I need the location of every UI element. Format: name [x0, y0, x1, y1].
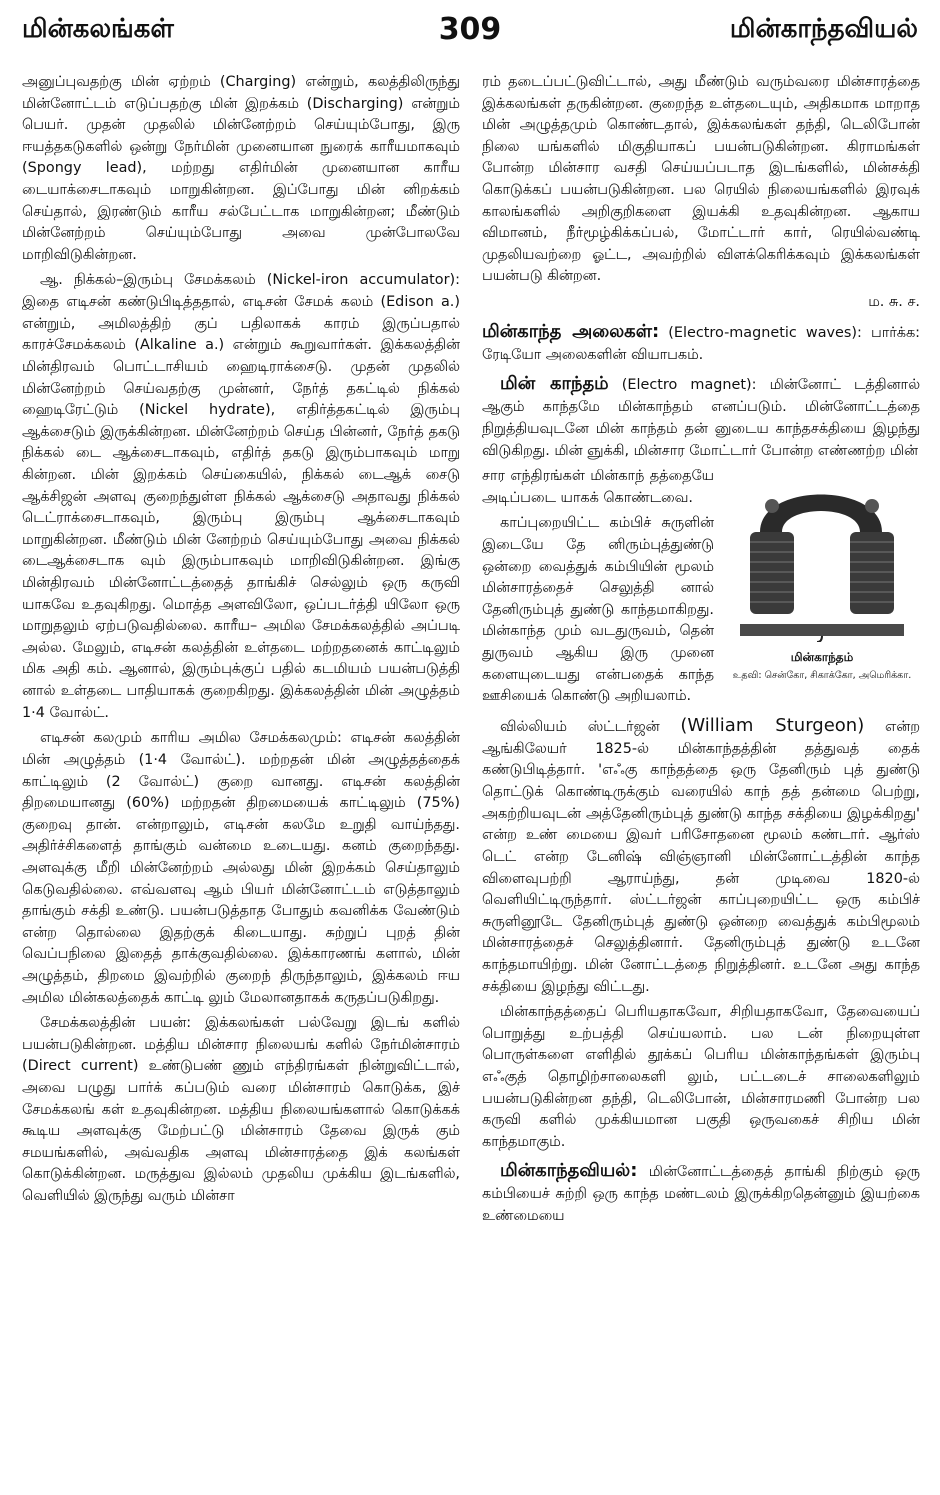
electromagnet-figure — [724, 472, 920, 683]
right-column — [482, 72, 920, 1232]
entry-electromagnet — [482, 370, 920, 462]
figure-credit: உதவி: சென்கோ, சிகாக்கோ, அமெரிக்கா. — [732, 670, 912, 682]
page-number: 309 — [438, 12, 502, 47]
entry-electromagnetism — [482, 1157, 920, 1227]
paragraph: சேமக்கலத்தின் பயன்: இக்கலங்கள் பல்வேறு இடங் களில் பயன்படுகின்றன. மத்திய மின்சார நிலையங் களில் நேர்மின்சாரம் (Direct current) உண்டுபண் ணும் எந்திரங்கள் நின்றுவிட்டால், அவை பழுது பார்க் கப்படும் வரை மின்சாரம் கொடுக்க, இச் சேமக்கலங் கள் உதவுகின்றன. மத்திய நிலையங்களால் கொடுக்கக் கூடிய அளவுக்கு மேற்பட்டு மின்சாரம் தேவை இருக் கும் சமயங்களில், அவ்வதிக அளவு மின்சாரத்தை இக் கலங்கள் கொடுக்கின்றன. மருத்துவ இல்லம் முதலிய முக்கிய இடங்களில், வெளியில் இருந்து வரும் மின்சா — [22, 1015, 460, 1205]
entry-electromagnetic-waves — [482, 318, 920, 367]
running-head-left: மின்கலங்கள் — [22, 14, 174, 44]
paragraph: அனுப்புவதற்கு மின் ஏற்றம் (Charging) என்றும், கலத்திலிருந்து மின்னோட்டம் எடுப்பதற்கு மின் இறக்கம் (Discharging) என்றும் பெயர். முதன் முதலில் மின்னேற்றம் செய்யும்போது, இரு ஈயத்தகடுகளில் ஒன்று நேர்மின் முனையான நுரைக் காரீயமாகவும் (Spongy lead), மற்றது எதிர்மின் முனையான காரீய டையாக்சைடாகவும் மாறுகின்றன. இப்போது மின் னிறக்கம் செய்தால், இரண்டும் காரீய சல்பேட்டாக மாறுகின்றன; மீண்டும் மின்னேற்றம் செய்யும்போது அவை முன்போலவே மாறிவிடுகின்றன. — [22, 74, 460, 263]
paragraph: சார எந்திரங்கள் மின்காந் தத்தையே அடிப்படை யாகக் கொண்டவை. — [482, 468, 714, 506]
entry-text: (Electro-magnetic waves): பார்க்க: ரேடியோ அலைகளின் வியாபகம். — [482, 324, 920, 363]
entry-heading: மின்காந்த அலைகள்: — [482, 320, 660, 342]
page-header — [0, 0, 940, 52]
electromagnet-illustration — [732, 472, 912, 642]
entry-heading: மின் காந்தம் — [500, 373, 609, 395]
paragraph: ஆ. நிக்கல்–இரும்பு சேமக்கலம் (Nickel-iron accumulator): இதை எடிசன் கண்டுபிடித்ததால், எடிசன் சேமக் கலம் (Edison a.) என்றும், அமிலத்திற் குப் பதிலாகக் காரம் இருப்பதால் காரச்சேமக்கலம் (Alkaline a.) என்றும் கூறுவார்கள். இக்கலத்தின் மின்திரவம் பொட்டாசியம் ஹைடிராக்சைடு. முதன் முதலில் மின்னேற்றம் செய்வதற்கு முன்னர், நேர்த் தகட்டில் நிக்கல் ஹைடிரேட்டும் (Nickel hydrate), எதிர்த்தகட்டில் இரும்பு ஆக்சைடும் இருக்கின்றன. மின்னேற்றம் செய்த பின்னர், நேர்த் தகடு நிக்கல் டை ஆக்சைடாகவும், எதிர்த் தகடு இரும்பாகவும் மாறு கின்றன. மின் இறக்கம் செய்கையில், நிக்கல் டைஆக் சைடு ஆக்சிஜன் அளவு குறைந்துள்ள நிக்கல் ஆக்சைடு அதாவது நிக்கல் டெட்ராக்சைடாகவும், இரும்பு இரும்பு ஆக்சைடாகவும் மாறுகின்றன. மீண்டும் மின் னேற்றம் செய்யும்போது அவை நிக்கல் டைஆக்சைடாக வும் இரும்பாகவும் மாறிவிடுகின்றன. இங்கு மின்திரவம் மின்னோட்டத்தைத் தாங்கிச் செல்லும் ஒரு கருவி யாகவே உதவுகிறது. மொத்த அளவிலோ, ஒப்படர்த்தி யிலோ ஒரு மாறுதலும் ஏற்படுவதில்லை. காரீய– அமில சேமக்கலத்தில் அப்படி அல்ல. மேலும், எடிசன் கலத்தின் உள்தடை மற்றதனைக் காட்டிலும் மிக அதி கம். ஆனால், இரும்புக்குப் பதில் கடமியம் பயன்படுத்தி னால் உள்தடை பாதியாகக் குறைகிறது. இக்கலத்தின் மின் அழுத்தம் 1·4 வோல்ட். — [22, 272, 460, 721]
person-name-tamil: வில்லியம் ஸ்ட்டர்ஜன் — [500, 718, 660, 735]
paragraph: காப்புறையிட்ட கம்பிச் சுருளின் இடையே தே னிரும்புத்துண்டு ஒன்றை வைத்துக் கம்பியின் மூலம் மின்சாரத்தைச் செலுத்தி னால் தேனிரும்புத் துண்டு காந்தமாகிறது. மின்காந்த மும் வடதுருவம், தென் துருவம் ஆகிய இரு முனை களையுடையது என்பதைக் காந்த ஊசியைக் கொண்டு அறியலாம். — [482, 515, 714, 705]
paragraph: மின்காந்தத்தைப் பெரியதாகவோ, சிறியதாகவோ, தேவையைப் பொறுத்து உற்பத்தி செய்யலாம். பல டன் நிறையுள்ள பொருள்களை எளிதில் தூக்கப் பெரிய மின்காந்தங்கள் இரும்பு எஃகுத் தொழிற்சாலைகளி லும், பட்டடைச் சாலைகளிலும் பயன்படுகின்றன தந்தி, டெலிபோன், மின்சாரமணி போன்ற பல கருவி களில் முக்கியமான பகுதி ஒருவகைச் சிறிய மின் காந்தமாகும். — [482, 1004, 920, 1150]
entry-heading: மின்காந்தவியல்: — [500, 1160, 638, 1182]
paragraph: எடிசன் கலமும் காரிய அமில சேமக்கலமும்: எடிசன் கலத்தின் மின் அழுத்தம் (1·4 வோல்ட்). மற்றதன் மின் அழுத்தத்தைக் காட்டிலும் (2 வோல்ட்) குறை வானது. எடிசன் கலத்தின் திறமையானது (60%) மற்றதன் திறமையைக் காட்டிலும் (75%) குறைவு தான். என்றாலும், எடிசன் கலமே உறுதி வாய்ந்தது. அதிர்ச்சிகளைத் தாங்கும் வன்மை உடையது. கனம் குறைந்தது. அளவுக்கு மீறி மின்னேற்றம் அல்லது மின் இறக்கம் செய்தாலும் கெடுவதில்லை. எவ்வளவு ஆம் பியர் மின்னோட்டம் எடுத்தாலும் தாங்கும் சக்தி உண்டு. பயன்படுத்தாத போதும் கவனிக்க வேண்டும் என்ற தொல்லை இதற்குக் கிடையாது. சுற்றுப் புறத் தின் வெப்பநிலை இதைத் தாக்குவதில்லை. இக்காரணங் களால், மின் அழுத்தம், திறமை இவற்றில் குறைந் திருந்தாலும், இக்கலம் ஈய அமில மின்கலத்தைக் காட்டி லும் மேலானதாகக் கருதப்படுகிறது. — [22, 730, 460, 1006]
figure-caption: மின்காந்தம் — [790, 650, 854, 665]
author-initials: ம. சு. ச. — [868, 294, 920, 311]
entry-text: (Electro magnet): மின்னோட் டத்தினால் ஆகும் காந்தமே மின்காந்தம் எனப்படும். மின்னோட்டத்தை நிறுத்தியவுடனே மின் காந்தம் தன் னுடைய காந்தசக்தியை இழந்து விடுகிறது. மின் ஞுக்கி, மின்சார மோட்டார் போன்ற எண்ணற்ற மின் — [482, 377, 921, 459]
entry-text: மின்னோட்டத்தைத் தாங்கி நிற்கும் ஒரு கம்பியைச் சுற்றி ஒரு காந்த மண்டலம் இருக்கிறதென்னும் இயற்கை உண்மையை — [482, 1164, 921, 1225]
paragraph: ரம் தடைப்பட்டுவிட்டால், அது மீண்டும் வரும்வரை மின்சாரத்தை இக்கலங்கள் தருகின்றன. குறைந்த உள்தடையும், அதிகமாக மாறாத மின் அழுத்தமும் கொண்டதால், இக்கலங்கள் தந்தி, டெலிபோன் நிலை யங்களில் மிகுதியாகப் பயன்படுகின்றன. கிராமங்கள் போன்ற மின்சார வசதி செய்யப்படாத இடங்களில், மின்சக்தி கொடுக்கப் பயன்படுகின்றன. பல ரெயில் நிலையங்களில் இரவுக் காலங்களில் அறிகுறிகளை இயக்கி உதவுகின்றன. ஆகாய விமானம், நீர்மூழ்கிக்கப்பல், மோட்டார் கார், ரெயில்வண்டி முதலியவற்றை ஓட்ட, அவற்றில் விளக்கெரிக்கவும் இக்கலங்கள் பயன்படு கின்றன. — [482, 74, 920, 285]
person-name-english: (William Sturgeon) — [680, 714, 865, 736]
running-head-right: மின்காந்தவியல் — [729, 14, 918, 44]
paragraph — [482, 712, 920, 998]
paragraph-text: என்ற ஆங்கிலேயர் 1825-ல் மின்காந்தத்தின் தத்துவத் தைக் கண்டுபிடித்தார். 'எஃகு காந்தத்தை ஒரு தேனிரும் புத் துண்டு தொட்டுக் கொண்டிருக்கும் வரையில் காந் தத் தன்மை பெற்று, அகற்றியவுடன் அத்தேனிரும்புத் துண்டு காந்த சக்தியை இழக்கிறது' என்ற உண் மையை இவர் பரிசோதனை மூலம் கண்டார். ஆர்ஸ் டெட் என்ற டேனிஷ் விஞ்ஞானி மின்னோட்டத்தின் காந்த விளைவுபற்றி ஆராய்ந்து, தன் முடிவை 1820-ல் வெளியிட்டிருந்தார். ஸ்ட்டர்ஜன் காப்புறையிட்ட ஒரு கம்பிச் சுருளினூடே தேனிரும்புத் துண்டு ஒன்றை வைத்துக் கம்பிமூலம் மின்சாரத்தைச் செலுத்தினார். தேனிரும்புத் துண்டு உடனே காந்தமாயிற்று. மின் னோட்டத்தை நிறுத்தினர். உடனே அது காந்த சக்தியை இழந்து விட்டது. — [482, 718, 921, 995]
left-column — [22, 72, 460, 1212]
